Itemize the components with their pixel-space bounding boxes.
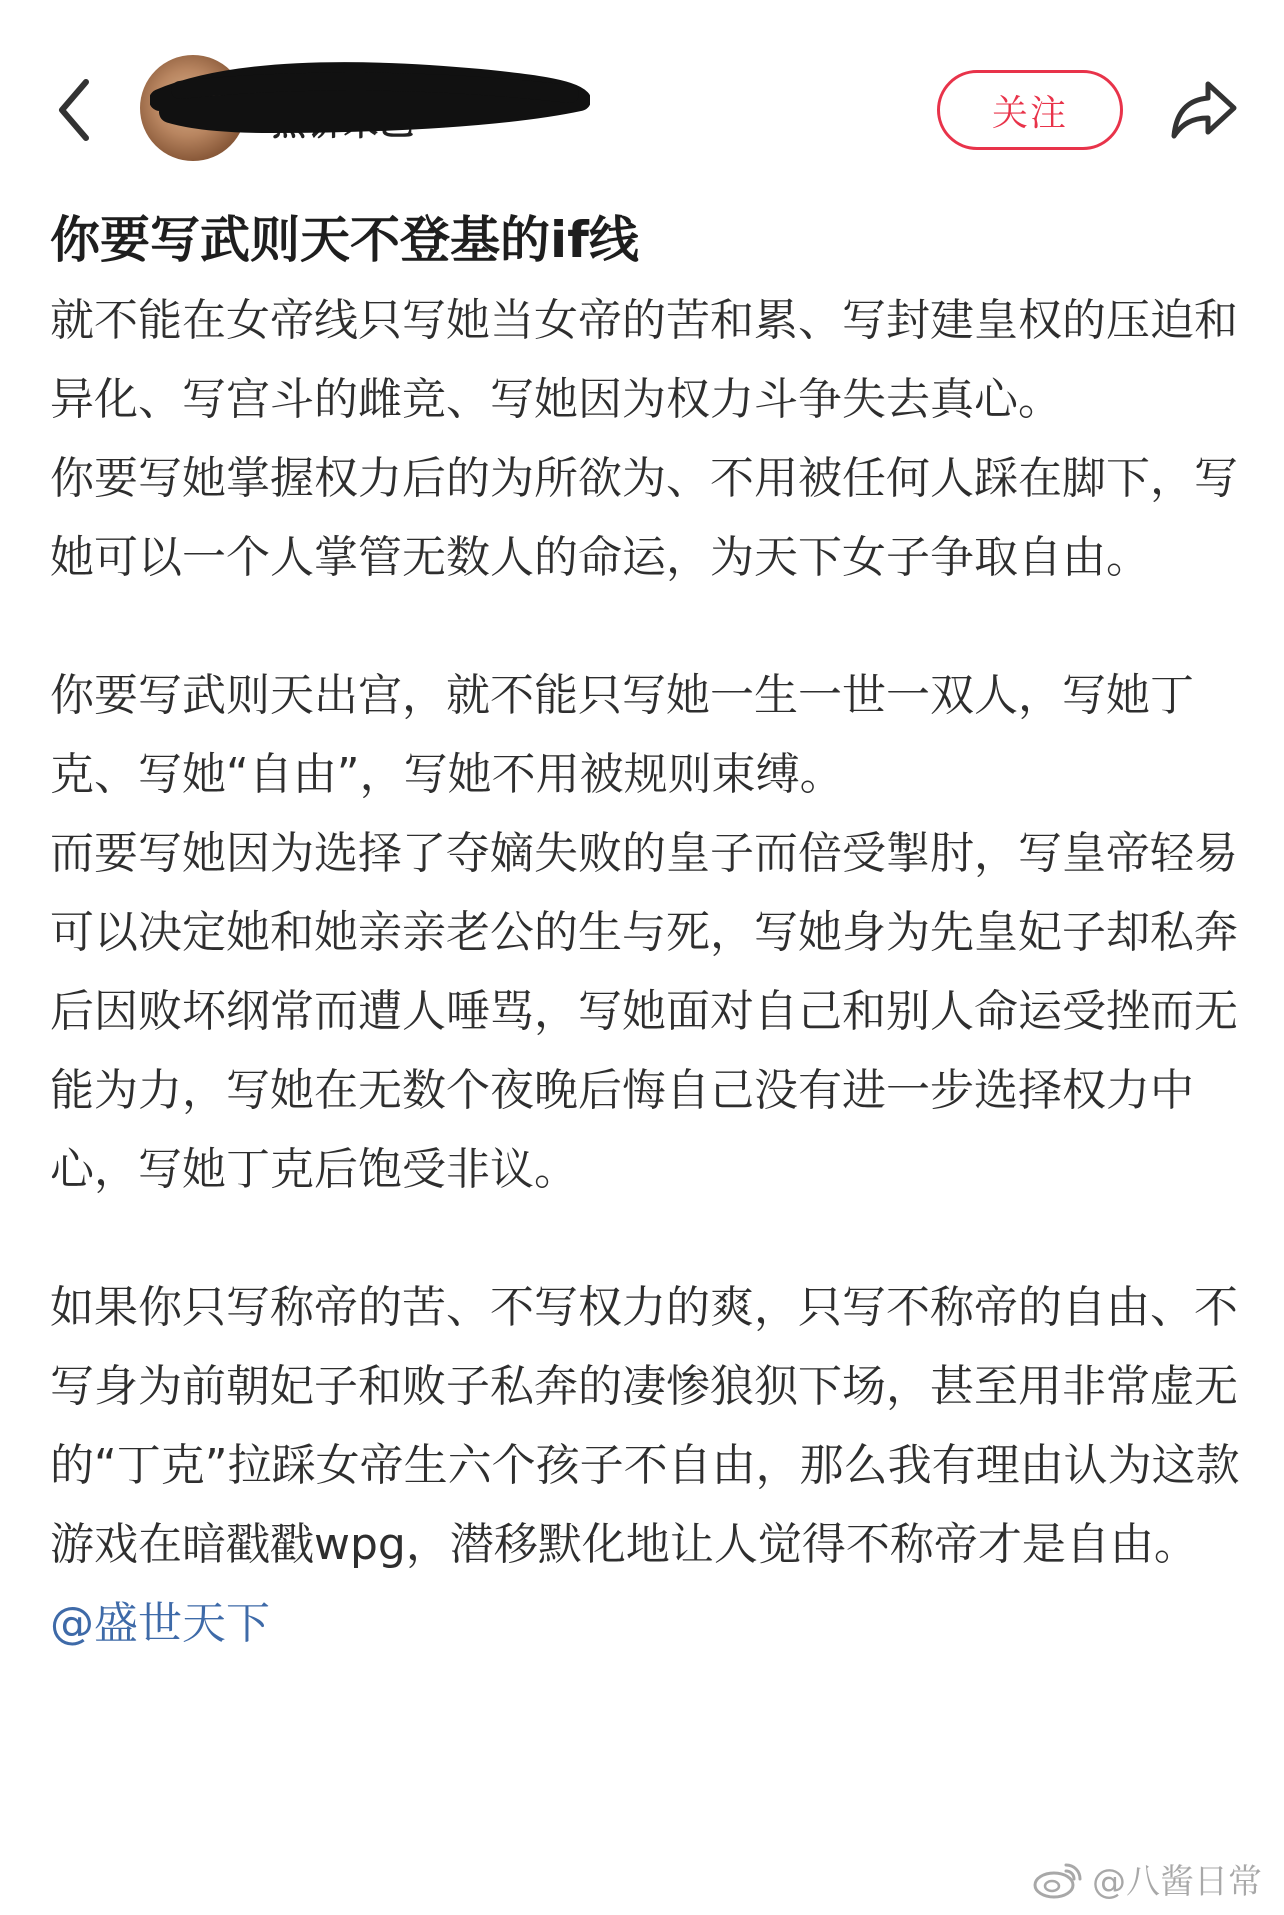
post-paragraph-4: 而要写她因为选择了夺嫡失败的皇子而倍受掣肘，写皇帝轻易可以决定她和她亲亲老公的生与死，写她身为先皇妃子却私奔后因败坏纲常而遭人唾骂，写她面对自己和别人命运受挫而无能为力，写她在无数个夜晚后悔自己没有进一步选择权力中心，写她丁克后饱受非议。 xyxy=(50,828,1238,1195)
share-button[interactable] xyxy=(1168,74,1240,146)
post-paragraph-2: 你要写她掌握权力后的为所欲为、不用被任何人踩在脚下，写她可以一个人掌管无数人的命运，为天下女子争取自由。 xyxy=(50,453,1238,583)
top-bar xyxy=(0,0,1284,210)
weibo-logo-icon xyxy=(1032,1859,1084,1899)
post-title: 你要写武则天不登基的if线 xyxy=(50,211,639,269)
watermark xyxy=(1032,1854,1262,1903)
post-paragraph-5-text: 如果你只写称帝的苦、不写权力的爽，只写不称帝的自由、不写身为前朝妃子和败子私奔的凄惨狼狈下场，甚至用非常虚无的“丁克”拉踩女帝生六个孩子不自由，那么我有理由认为这款游戏在暗戳戳wpg，潜移默化地让人觉得不称帝才是自由。 xyxy=(50,1282,1240,1570)
post-paragraph-3: 你要写武则天出宫，就不能只写她一生一世一双人，写她丁克、写她“自由”，写她不用被规则束缚。 xyxy=(50,670,1194,800)
follow-button[interactable]: 关注 xyxy=(937,70,1123,150)
post-paragraph-5 xyxy=(50,1268,1240,1663)
chevron-left-icon xyxy=(48,70,108,150)
share-arrow-icon xyxy=(1168,74,1240,146)
watermark-text: @八酱日常 xyxy=(1092,1862,1262,1902)
post-paragraph-1: 就不能在女帝线只写她当女帝的苦和累、写封建皇权的压迫和异化、写宫斗的雌竞、写她因为权力斗争失去真心。 xyxy=(50,295,1238,425)
avatar[interactable] xyxy=(140,55,246,161)
post-content xyxy=(50,205,1240,1663)
back-button[interactable] xyxy=(48,70,108,150)
paragraph-gap xyxy=(50,597,1240,656)
username[interactable]: 蕉饼米乙 xyxy=(272,104,416,144)
mention-link[interactable]: @盛世天下 xyxy=(50,1598,270,1649)
paragraph-gap xyxy=(50,1209,1240,1268)
